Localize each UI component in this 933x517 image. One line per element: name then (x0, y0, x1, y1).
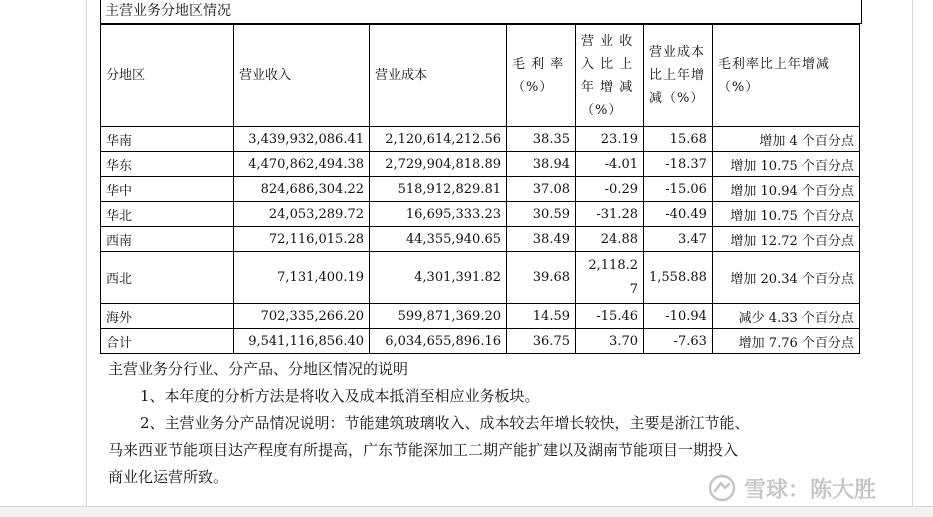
horizontal-scrollbar[interactable] (0, 506, 933, 517)
table-row (101, 127, 860, 152)
cell-region: 华北 (101, 202, 234, 227)
cell-region: 海外 (101, 304, 234, 329)
cell-cost: 2,120,614,212.56 (370, 127, 507, 152)
watermark (708, 474, 876, 502)
header-gross-margin: 毛 利 率 （%） (507, 25, 576, 127)
cell-revenue-change: -0.29 (576, 177, 644, 202)
cell-revenue-change: -31.28 (576, 202, 644, 227)
cell-region: 西南 (101, 227, 234, 252)
cell-cost-change: 3.47 (644, 227, 713, 252)
cell-revenue: 24,053,289.72 (234, 202, 370, 227)
cell-gross-margin: 38.94 (507, 152, 576, 177)
table-row (101, 202, 860, 227)
cell-revenue-change: 24.88 (576, 227, 644, 252)
cell-cost: 6,034,655,896.16 (370, 329, 507, 354)
cell-gross-margin: 38.35 (507, 127, 576, 152)
page-margin-line-right (912, 0, 913, 506)
cell-margin-change: 增加 10.75 个百分点 (712, 152, 859, 177)
cell-cost-change: -7.63 (644, 329, 713, 354)
cell-gross-margin: 37.08 (507, 177, 576, 202)
cell-cost-change: -10.94 (644, 304, 713, 329)
cell-revenue: 4,470,862,494.38 (234, 152, 370, 177)
cell-cost-change: 1,558.88 (644, 252, 713, 304)
notes-section (108, 356, 868, 491)
note-item-2-line-3: 商业化运营所致。 (108, 468, 229, 486)
table-row (101, 252, 860, 304)
cell-gross-margin: 30.59 (507, 202, 576, 227)
cell-region: 合计 (101, 329, 234, 354)
cell-revenue-change: -4.01 (576, 152, 644, 177)
table-row (101, 227, 860, 252)
cell-gross-margin: 39.68 (507, 252, 576, 304)
cell-cost: 518,912,829.81 (370, 177, 507, 202)
watermark-text: 雪球：陈大胜 (744, 477, 877, 503)
cell-region: 西北 (101, 252, 234, 304)
cell-revenue: 3,439,932,086.41 (234, 127, 370, 152)
cell-margin-change: 增加 10.75 个百分点 (712, 202, 859, 227)
cell-revenue: 72,116,015.28 (234, 227, 370, 252)
regional-revenue-table (100, 24, 860, 354)
cell-cost-change: 15.68 (644, 127, 713, 152)
cell-revenue-change: 3.70 (576, 329, 644, 354)
cell-cost: 44,355,940.65 (370, 227, 507, 252)
cell-margin-change: 增加 10.94 个百分点 (712, 177, 859, 202)
note-item-2-line-1: 2、主营业务分产品情况说明：节能建筑玻璃收入、成本较去年增长较快，主要是浙江节能、 (140, 414, 750, 432)
header-cost-change: 营业成本比上年增减（%） (644, 25, 713, 127)
cell-revenue-change: 23.19 (576, 127, 644, 152)
notes-heading: 主营业务分行业、分产品、分地区情况的说明 (108, 360, 409, 378)
table-header-row (101, 25, 860, 127)
cell-cost-change: -15.06 (644, 177, 713, 202)
cell-margin-change: 增加 4 个百分点 (712, 127, 859, 152)
header-revenue-change: 营 业 收 入 比 上 年 增 减 （%） (576, 25, 644, 127)
cell-region: 华南 (101, 127, 234, 152)
note-item-1: 1、本年度的分析方法是将收入及成本抵消至相应业务板块。 (140, 387, 540, 405)
snowball-logo-icon (708, 474, 736, 502)
header-region: 分地区 (101, 25, 234, 127)
cell-region: 华东 (101, 152, 234, 177)
cell-gross-margin: 36.75 (507, 329, 576, 354)
cell-cost: 2,729,904,818.89 (370, 152, 507, 177)
cell-cost: 599,871,369.20 (370, 304, 507, 329)
cell-margin-change: 减少 4.33 个百分点 (712, 304, 859, 329)
cell-revenue: 9,541,116,856.40 (234, 329, 370, 354)
section-title: 主营业务分地区情况 (100, 0, 862, 24)
cell-cost-change: -18.37 (644, 152, 713, 177)
cell-margin-change: 增加 7.76 个百分点 (712, 329, 859, 354)
cell-cost: 16,695,333.23 (370, 202, 507, 227)
cell-gross-margin: 38.49 (507, 227, 576, 252)
note-item-2-line-2: 马来西亚节能项目达产程度有所提高，广东节能深加工二期产能扩建以及湖南节能项目一期投入 (108, 441, 739, 459)
cell-revenue: 824,686,304.22 (234, 177, 370, 202)
cell-cost-change: -40.49 (644, 202, 713, 227)
cell-cost: 4,301,391.82 (370, 252, 507, 304)
cell-revenue-change: 2,118.27 (576, 252, 644, 304)
table-row-total (101, 329, 860, 354)
cell-revenue: 702,335,266.20 (234, 304, 370, 329)
table-row (101, 152, 860, 177)
header-margin-change: 毛利率比上年增减（%） (712, 25, 859, 127)
table-row (101, 304, 860, 329)
cell-revenue-change: -15.46 (576, 304, 644, 329)
cell-gross-margin: 14.59 (507, 304, 576, 329)
cell-margin-change: 增加 12.72 个百分点 (712, 227, 859, 252)
table-row (101, 177, 860, 202)
cell-region: 华中 (101, 177, 234, 202)
header-cost: 营业成本 (370, 25, 507, 127)
cell-revenue: 7,131,400.19 (234, 252, 370, 304)
cell-margin-change: 增加 20.34 个百分点 (712, 252, 859, 304)
header-revenue: 营业收入 (234, 25, 370, 127)
page-margin-line-left (86, 0, 87, 506)
